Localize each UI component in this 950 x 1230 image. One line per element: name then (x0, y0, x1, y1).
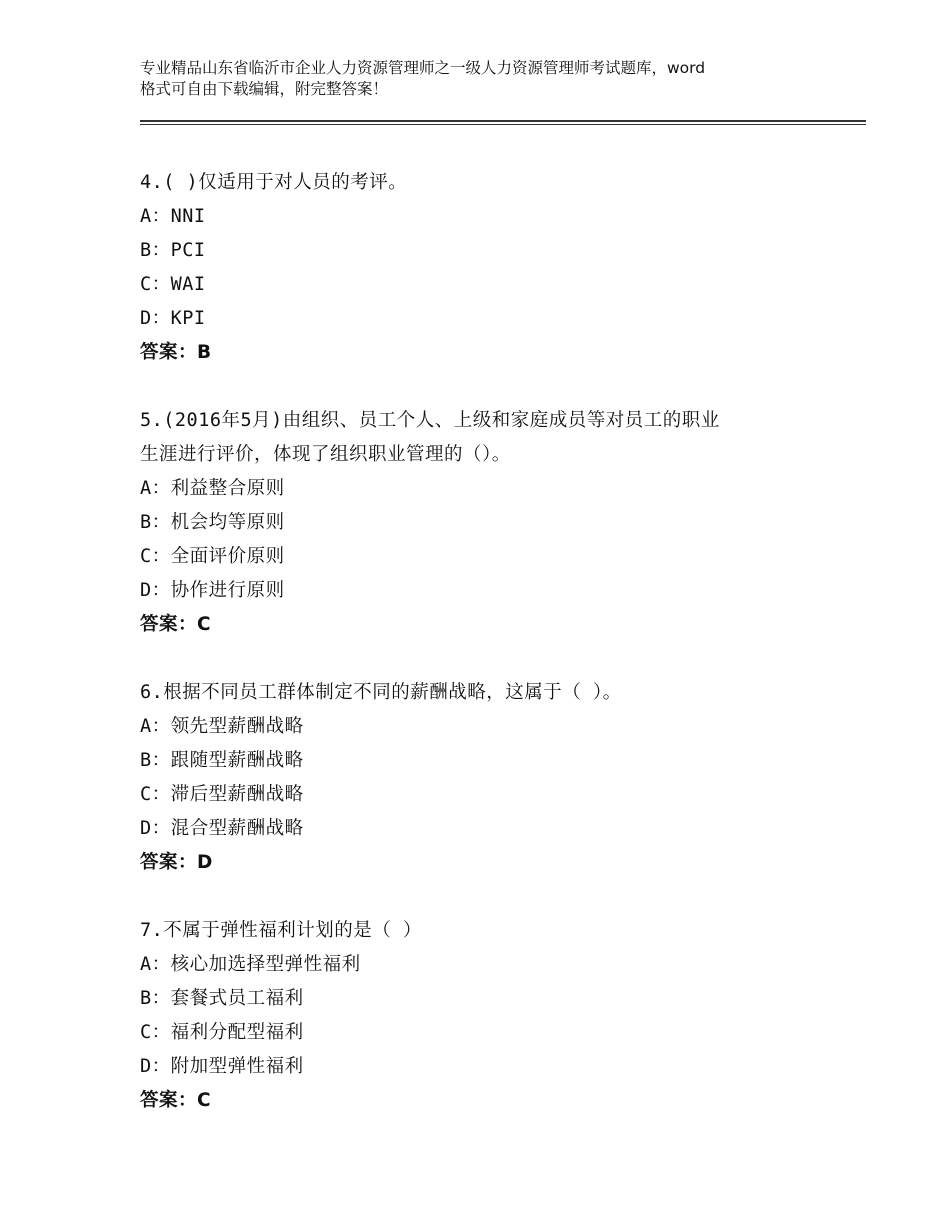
option-c: C：滞后型薪酬战略 (140, 784, 304, 805)
answer-label: 答案：C (140, 1090, 212, 1111)
option-c: C：福利分配型福利 (140, 1022, 304, 1043)
option-a: A：利益整合原则 (140, 478, 285, 499)
option-b: B：跟随型薪酬战略 (140, 750, 304, 771)
header-divider-thick (140, 120, 866, 122)
answer-label: 答案：D (140, 852, 213, 873)
option-d: D：KPI (140, 308, 206, 329)
option-a: A：NNI (140, 206, 206, 227)
header-line-1: 专业精品山东省临沂市企业人力资源管理师之一级人力资源管理师考试题库，word (140, 59, 706, 77)
answer-label: 答案：B (140, 342, 212, 363)
header-divider-thin (140, 124, 866, 125)
question-stem: 5.(2016年5月)由组织、员工个人、上级和家庭成员等对员工的职业 (140, 410, 720, 431)
option-d: D：附加型弹性福利 (140, 1056, 304, 1077)
question-stem: 7.不属于弹性福利计划的是（ ） (140, 920, 422, 941)
question-list (140, 166, 830, 1118)
option-c: C：WAI (140, 274, 206, 295)
question-4 (140, 166, 830, 370)
option-b: B：套餐式员工福利 (140, 988, 304, 1009)
option-c: C：全面评价原则 (140, 546, 285, 567)
answer-label: 答案：C (140, 614, 212, 635)
document-header (140, 58, 830, 100)
option-d: D：协作进行原则 (140, 580, 285, 601)
question-7 (140, 914, 830, 1118)
option-b: B：PCI (140, 240, 206, 261)
header-line-2: 格式可自由下载编辑，附完整答案！ (140, 80, 389, 98)
option-b: B：机会均等原则 (140, 512, 285, 533)
option-d: D：混合型薪酬战略 (140, 818, 304, 839)
option-a: A：领先型薪酬战略 (140, 716, 304, 737)
option-a: A：核心加选择型弹性福利 (140, 954, 361, 975)
question-5 (140, 404, 830, 642)
question-stem: 4.( )仅适用于对人员的考评。 (140, 172, 408, 193)
question-stem-continued: 生涯进行评价，体现了组织职业管理的（）。 (140, 444, 511, 465)
question-6 (140, 676, 830, 880)
question-stem: 6.根据不同员工群体制定不同的薪酬战略，这属于（ ）。 (140, 682, 622, 703)
